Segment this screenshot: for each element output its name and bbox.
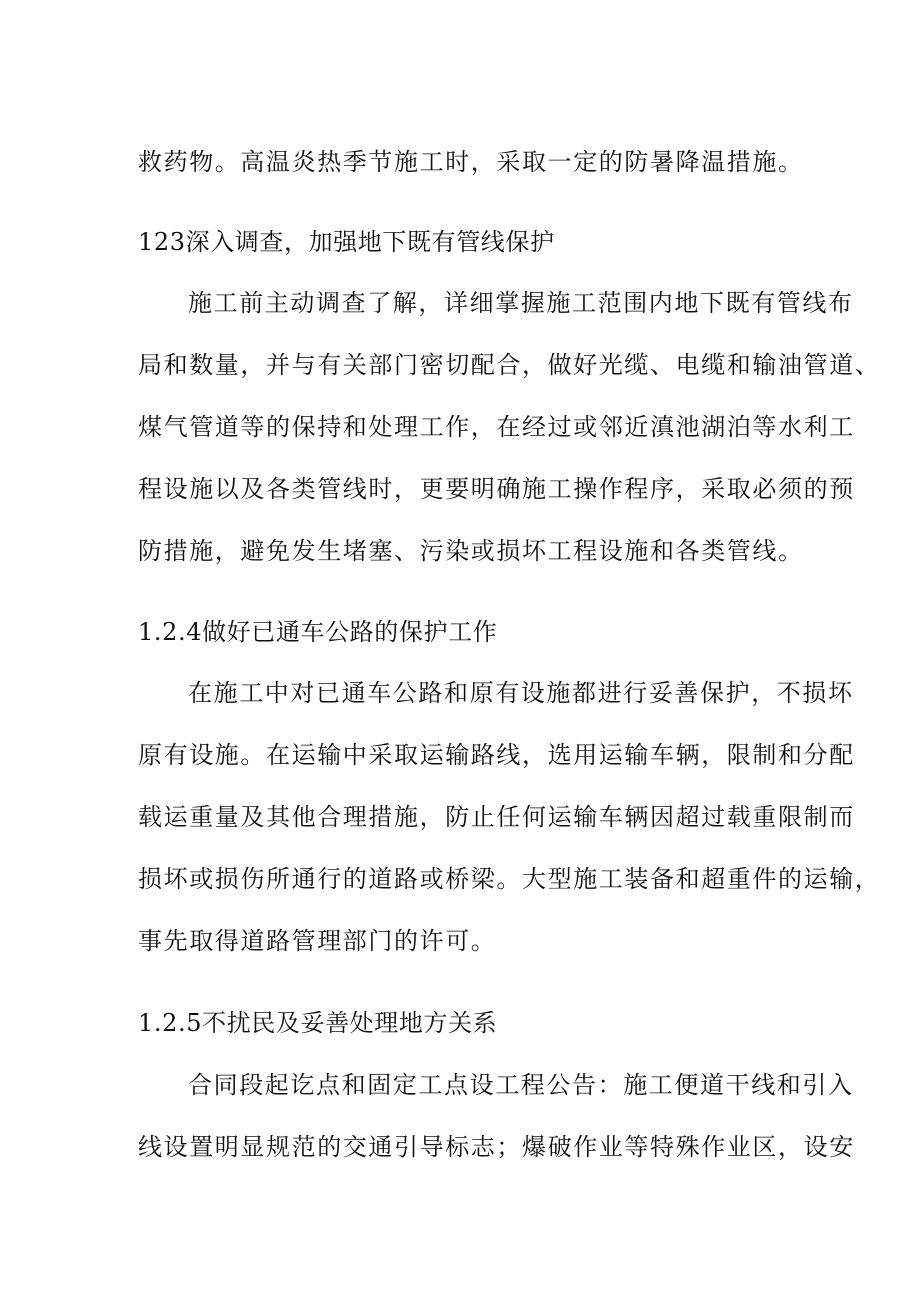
paragraph-line: 施工前主动调查了解，详细掌握施工范围内地下既有管线布 (188, 289, 854, 317)
section-heading-1-2-4: 1.2.4做好已通车公路的保护工作 (138, 618, 498, 646)
paragraph-line: 局和数量，并与有关部门密切配合，做好光缆、电缆和输油管道、 (138, 351, 881, 379)
paragraph-line: 程设施以及各类管线时，更要明确施工操作程序，采取必须的预 (138, 475, 855, 503)
paragraph-line: 在施工中对已通车公路和原有设施都进行妥善保护，不损坏 (188, 679, 854, 707)
paragraph-line: 损坏或损伤所通行的道路或桥梁。大型施工装备和超重件的运输， (138, 865, 881, 893)
section-heading-1-2-3: 123深入调查，加强地下既有管线保护 (138, 228, 555, 256)
paragraph-line: 原有设施。在运输中采取运输路线，选用运输车辆，限制和分配 (138, 741, 855, 769)
paragraph-line: 线设置明显规范的交通引导标志；爆破作业等特殊作业区，设安 (138, 1133, 855, 1161)
section-heading-1-2-5: 1.2.5不扰民及妥善处理地方关系 (138, 1009, 498, 1037)
paragraph-line: 合同段起讫点和固定工点设工程公告：施工便道干线和引入 (188, 1071, 854, 1099)
paragraph-line: 载运重量及其他合理措施，防止任何运输车辆因超过载重限制而 (138, 803, 855, 831)
paragraph-line: 防措施，避免发生堵塞、污染或损坏工程设施和各类管线。 (138, 537, 804, 565)
paragraph-line: 救药物。高温炎热季节施工时，采取一定的防暑降温措施。 (138, 148, 804, 176)
paragraph-line: 事先取得道路管理部门的许可。 (138, 927, 497, 955)
paragraph-line: 煤气管道等的保持和处理工作，在经过或邻近滇池湖泊等水利工 (138, 413, 855, 441)
